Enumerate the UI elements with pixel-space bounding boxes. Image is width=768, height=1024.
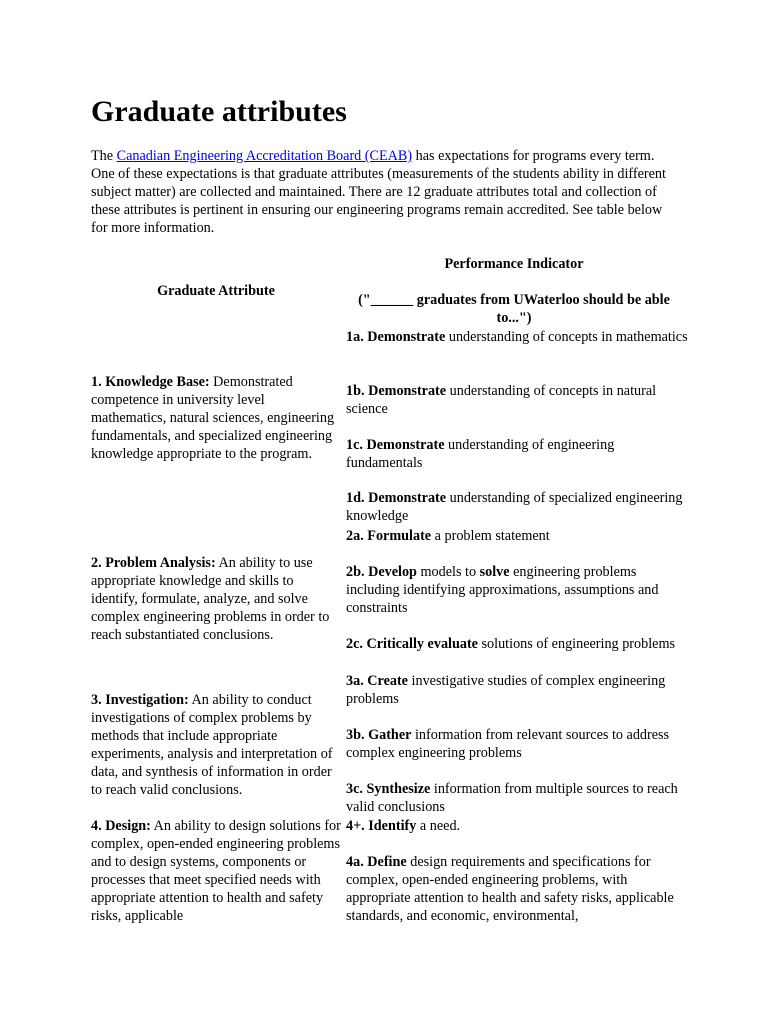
indicator-text: understanding of concepts in mathematics: [445, 329, 688, 345]
ceab-link[interactable]: Canadian Engineering Accreditation Board (CEAB): [116, 148, 413, 164]
indicator-text: solutions of engineering problems: [477, 636, 676, 652]
attribute-problem-analysis: [91, 555, 341, 645]
attribute-design: [91, 818, 341, 925]
indicator-text: a need.: [416, 818, 461, 834]
indicator-text: understanding of concepts in natural science: [346, 383, 657, 417]
indicator-label: 2a. Formulate: [346, 528, 432, 544]
indicator-label: 1c. Demonstrate: [346, 437, 445, 453]
indicator-3c: [346, 781, 691, 817]
indicator-text-secondary: engineering problems including identifying approximations, assumptions and constraints: [346, 564, 659, 616]
attribute-text: Demonstrated competence in university level mathematics, natural sciences, engineering fundamentals, and specialized engineering knowledge appropriate to the program.: [91, 374, 335, 462]
indicator-label: 3a. Create: [346, 673, 408, 689]
indicator-1a: [346, 329, 691, 347]
indicator-label: 4+. Identify: [346, 818, 417, 834]
indicator-3b: [346, 727, 691, 763]
indicator-label: 1b. Demonstrate: [346, 383, 447, 399]
attribute-text: An ability to conduct investigations of complex problems by methods that include appropriate experiments, analysis and interpretation of data, and synthesis of information in order to reach valid conclusions.: [91, 692, 333, 798]
indicator-label: 1a. Demonstrate: [346, 329, 446, 345]
attribute-label: 3. Investigation:: [91, 692, 189, 708]
indicator-text: understanding of engineering fundamentals: [346, 437, 615, 471]
indicator-text: information from relevant sources to address complex engineering problems: [346, 727, 670, 761]
indicator-label: 3b. Gather: [346, 727, 412, 743]
indicator-label: 2c. Critically evaluate: [346, 636, 478, 652]
indicator-label: 2b. Develop: [346, 564, 417, 580]
indicator-text: investigative studies of complex engineering problems: [346, 673, 666, 707]
indicator-1b: [346, 383, 691, 419]
indicator-4a: [346, 854, 691, 926]
attribute-label: 4. Design:: [91, 818, 151, 834]
column-header-performance-indicator: Performance Indicator: [444, 256, 584, 272]
indicator-label-secondary: solve: [479, 564, 510, 580]
attribute-label: 2. Problem Analysis:: [91, 555, 216, 571]
attribute-label: 1. Knowledge Base:: [91, 374, 210, 390]
indicator-text: models to: [416, 564, 480, 580]
indicator-2a: [346, 528, 691, 546]
indicator-text: a problem statement: [431, 528, 550, 544]
indicator-1d: [346, 490, 691, 526]
intro-body: has expectations for programs every term. One of these expectations is that graduate attributes (measurements of the students ability in different subject matter) are collected and maintained. There are 12 graduate attributes total and collection of these attributes is pertinent in ensuring our engineering programs remain accredited. See table below for more information.: [91, 148, 666, 236]
indicator-2b: [346, 564, 691, 618]
indicator-label: 1d. Demonstrate: [346, 490, 447, 506]
attribute-investigation: [91, 692, 341, 799]
column-header-graduate-attribute: Graduate Attribute: [157, 283, 275, 299]
intro-prefix: The: [91, 148, 117, 164]
intro-paragraph: [91, 148, 671, 238]
page-title: Graduate attributes: [91, 95, 347, 128]
indicator-text: information from multiple sources to reach valid conclusions: [346, 781, 678, 815]
indicator-text: understanding of specialized engineering knowledge: [346, 490, 683, 524]
indicator-text: design requirements and specifications for complex, open-ended engineering problems, with appropriate attention to health and safety risks, applicable standards, and economic, environmental,: [346, 854, 674, 924]
attribute-text: An ability to use appropriate knowledge and skills to identify, formulate, analyze, and solve complex engineering problems in order to reach substantiated conclusions.: [91, 555, 330, 643]
indicator-2c: [346, 636, 691, 654]
indicator-label: 4a. Define: [346, 854, 407, 870]
attribute-knowledge-base: [91, 374, 341, 464]
attribute-text: An ability to design solutions for complex, open-ended engineering problems and to design systems, components or processes that meet specified needs with appropriate attention to health and safety risks, applicable: [91, 818, 341, 924]
indicator-4-plus: [346, 818, 691, 836]
indicator-label: 3c. Synthesize: [346, 781, 431, 797]
indicator-3a: [346, 673, 691, 709]
column-subheader-performance-indicator: ("______ graduates from UWaterloo should be able to..."): [358, 292, 670, 326]
indicator-1c: [346, 437, 691, 473]
